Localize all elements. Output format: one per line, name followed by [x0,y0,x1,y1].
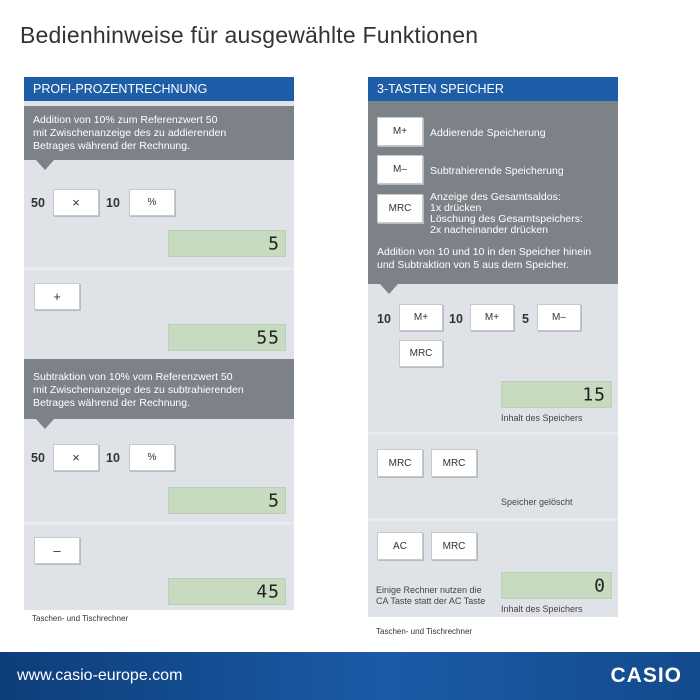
m-minus-key[interactable]: M– [537,304,581,331]
m-plus-key[interactable]: M+ [399,304,443,331]
operand-5: 5 [522,312,529,326]
right-footnote: Taschen- und Tischrechner [376,627,473,636]
multiply-key[interactable]: × [53,444,99,471]
lcd-value: 5 [268,490,280,511]
mrc-key[interactable]: MRC [377,194,423,223]
divider-band [24,522,294,525]
lcd-display [168,230,286,257]
ca-key-note-line-2: CA Taste statt der AC Taste [376,596,486,606]
lcd-display [168,487,286,514]
percent-panel [24,77,294,610]
memory-intro [377,246,591,272]
percent-key[interactable]: % [129,444,175,471]
lcd-value: 15 [582,384,606,405]
plus-key[interactable]: + [34,283,80,310]
addition-description [24,106,294,160]
m-plus-key[interactable]: M+ [470,304,514,331]
left-footnote: Taschen- und Tischrechner [32,614,129,623]
lcd-value: 5 [268,233,280,254]
subtraction-description-line-1: Subtraktion von 10% vom Referenzwert 50 [33,371,233,383]
memory-lcd-display [501,572,612,599]
subtraction-description [24,359,294,419]
lcd-display [168,324,286,351]
lcd-display [168,578,286,605]
page-title: Bedienhinweise für ausgewählte Funktionen [20,22,479,48]
m-plus-key[interactable]: M+ [377,117,423,146]
memory-legend [368,101,618,284]
subtraction-description-line-3: Betrages während der Rechnung. [33,397,191,409]
memory-cleared-label: Speicher gelöscht [501,497,573,507]
memory-panel-header: 3-TASTEN SPEICHER [368,77,618,101]
lcd-value: 45 [256,581,280,602]
operand-10: 10 [106,451,120,465]
footer-bar [0,652,700,700]
mrc-description [430,192,583,236]
percent-panel-header: PROFI-PROZENTRECHNUNG [24,77,294,101]
mrc-description-line: Anzeige des Gesamtsaldos: [430,191,561,203]
operand-10: 10 [377,312,391,326]
addition-description-line-3: Betrages während der Rechnung. [33,140,191,152]
divider-band [24,267,294,270]
mrc-key[interactable]: MRC [431,532,477,560]
mrc-key[interactable]: MRC [377,449,423,477]
percent-key[interactable]: % [129,189,175,216]
operand-50: 50 [31,451,45,465]
lcd-value: 55 [256,327,280,348]
memory-intro-line-1: Addition von 10 und 10 in den Speicher hinein [377,246,592,258]
m-minus-description: Subtrahierende Speicherung [430,165,564,177]
addition-description-line-2: mit Zwischenanzeige des zu addierenden [33,127,227,139]
mrc-description-line: 1x drücken [430,202,482,214]
mrc-key[interactable]: MRC [399,340,443,367]
divider-band [368,432,618,435]
memory-lcd-display [501,381,612,408]
lcd-value: 0 [594,575,606,596]
memory-intro-line-2: und Subtraktion von 5 aus dem Speicher. [377,259,570,271]
m-minus-key[interactable]: M– [377,155,423,184]
mrc-description-line: 2x nacheinander drücken [430,224,548,236]
ca-key-note-line-1: Einige Rechner nutzen die [376,585,482,595]
memory-content-label: Inhalt des Speichers [501,604,583,614]
m-plus-description: Addierende Speicherung [430,127,546,139]
minus-key[interactable]: – [34,537,80,564]
multiply-key[interactable]: × [53,189,99,216]
operand-10: 10 [449,312,463,326]
divider-band [368,518,618,521]
website-link[interactable]: www.casio-europe.com [17,667,183,684]
mrc-description-line: Löschung des Gesamtspeichers: [430,213,583,225]
mrc-key[interactable]: MRC [431,449,477,477]
ac-key[interactable]: AC [377,532,423,560]
subtraction-description-line-2: mit Zwischenanzeige des zu subtrahierenden [33,384,244,396]
operand-10: 10 [106,196,120,210]
ca-key-note [376,585,485,607]
operand-50: 50 [31,196,45,210]
memory-panel [368,77,618,617]
memory-content-label: Inhalt des Speichers [501,413,583,423]
casio-logo: CASIO [610,664,682,687]
addition-description-line-1: Addition von 10% zum Referenzwert 50 [33,114,218,126]
